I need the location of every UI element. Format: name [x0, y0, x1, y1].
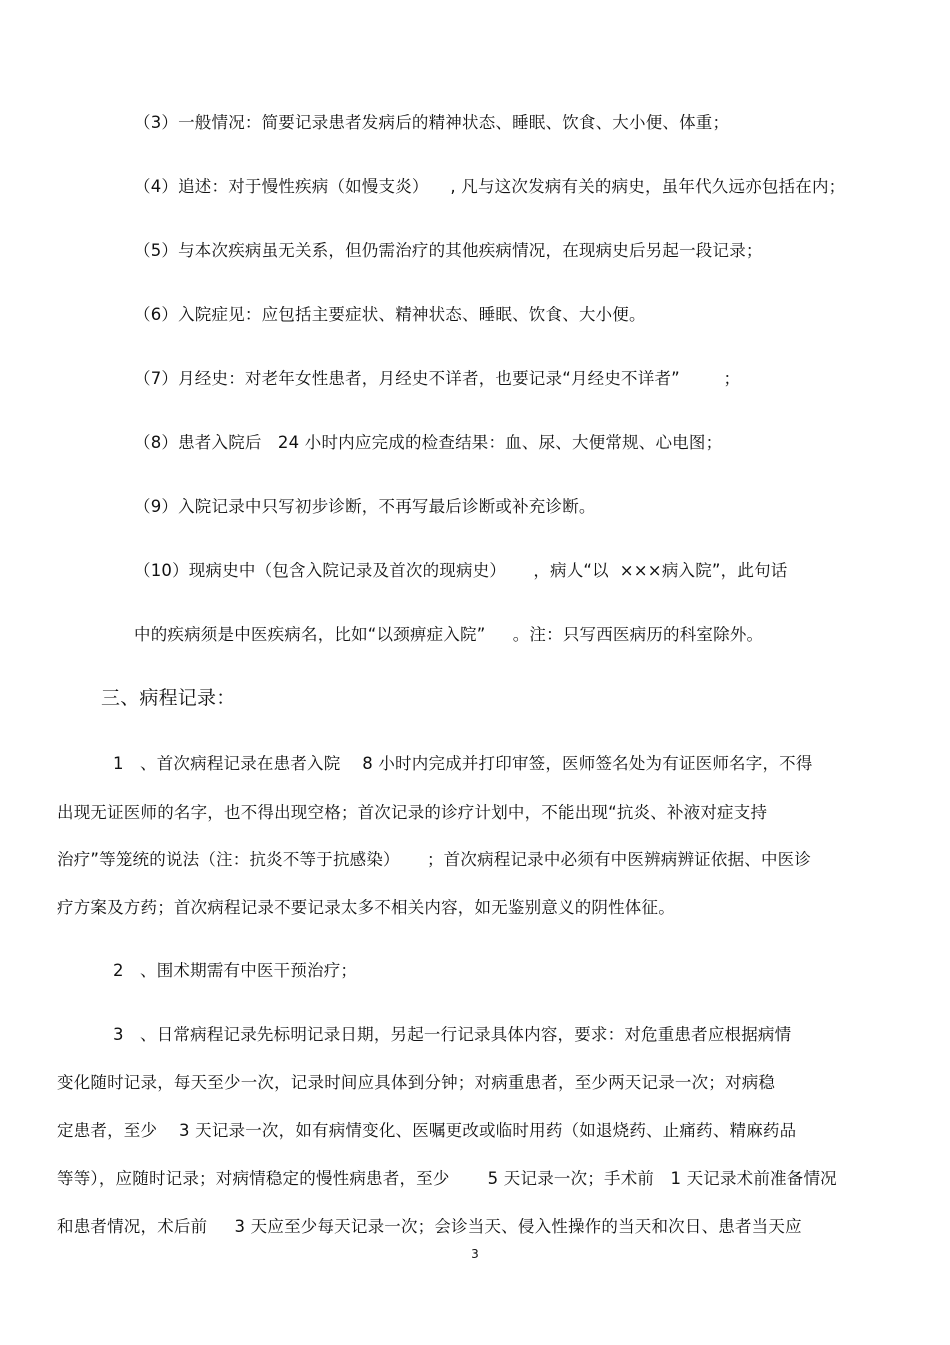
paragraph-3-line-5: 和患者情况，术后前 3 天应至少每天记录一次；会诊当天、侵入性操作的当天和次日、患者当天应 [57, 1217, 802, 1236]
section-heading: 三、病程记录： [101, 687, 236, 709]
paragraph-2: 2 、围术期需有中医干预治疗； [113, 961, 358, 980]
paragraph-3-line-4: 等等），应随时记录；对病情稳定的慢性病患者，至少 5 天记录一次；手术前 1 天记录术前准备情况 [57, 1169, 837, 1188]
paragraph-1-line-4: 疗方案及方药；首次病程记录不要记录太多不相关内容，如无鉴别意义的阴性体征。 [57, 898, 675, 917]
paragraph-3-line-2: 变化随时记录，每天至少一次，记录时间应具体到分钟；对病重患者，至少两天记录一次；对病稳 [57, 1073, 776, 1092]
paragraph-1-line-3: 治疗”等笼统的说法（注：抗炎不等于抗感染） ；首次病程记录中必须有中医辨病辨证依据、中医诊 [57, 850, 812, 869]
list-item-10-continued: 中的疾病须是中医疾病名，比如“以颈痹症入院” 。注：只写西医病历的科室除外。 [134, 625, 764, 644]
paragraph-1-line-2: 出现无证医师的名字，也不得出现空格；首次记录的诊疗计划中，不能出现“抗炎、补液对症支持 [57, 803, 768, 822]
list-item-6: （6）入院症见：应包括主要症状、精神状态、睡眠、饮食、大小便。 [134, 305, 646, 324]
list-item-7: （7）月经史：对老年女性患者，月经史不详者，也要记录“月经史不详者” ； [134, 369, 741, 388]
list-item-8: （8）患者入院后 24 小时内应完成的检查结果：血、尿、大便常规、心电图； [134, 433, 723, 452]
list-item-3: （3）一般情况：简要记录患者发病后的精神状态、睡眠、饮食、大小便、体重； [134, 113, 730, 132]
page-number: 3 [471, 1247, 479, 1261]
paragraph-3-line-1: 3 、日常病程记录先标明记录日期，另起一行记录具体内容，要求：对危重患者应根据病情 [113, 1025, 792, 1044]
paragraph-1-line-1: 1 、首次病程记录在患者入院 8 小时内完成并打印审签，医师签名处为有证医师名字，不得 [113, 754, 813, 773]
list-item-4: （4）追述：对于慢性疾病（如慢支炎） , 凡与这次发病有关的病史，虽年代久远亦包括在内； [134, 177, 846, 196]
list-item-5: （5）与本次疾病虽无关系，但仍需治疗的其他疾病情况，在现病史后另起一段记录； [134, 241, 763, 260]
list-item-10: （10）现病史中（包含入院记录及首次的现病史） ，病人“以 ×××病入院”，此句话 [134, 561, 788, 580]
list-item-9: （9）入院记录中只写初步诊断，不再写最后诊断或补充诊断。 [134, 497, 596, 516]
paragraph-3-line-3: 定患者，至少 3 天记录一次，如有病情变化、医嘱更改或临时用药（如退烧药、止痛药、精麻药品 [57, 1121, 797, 1140]
